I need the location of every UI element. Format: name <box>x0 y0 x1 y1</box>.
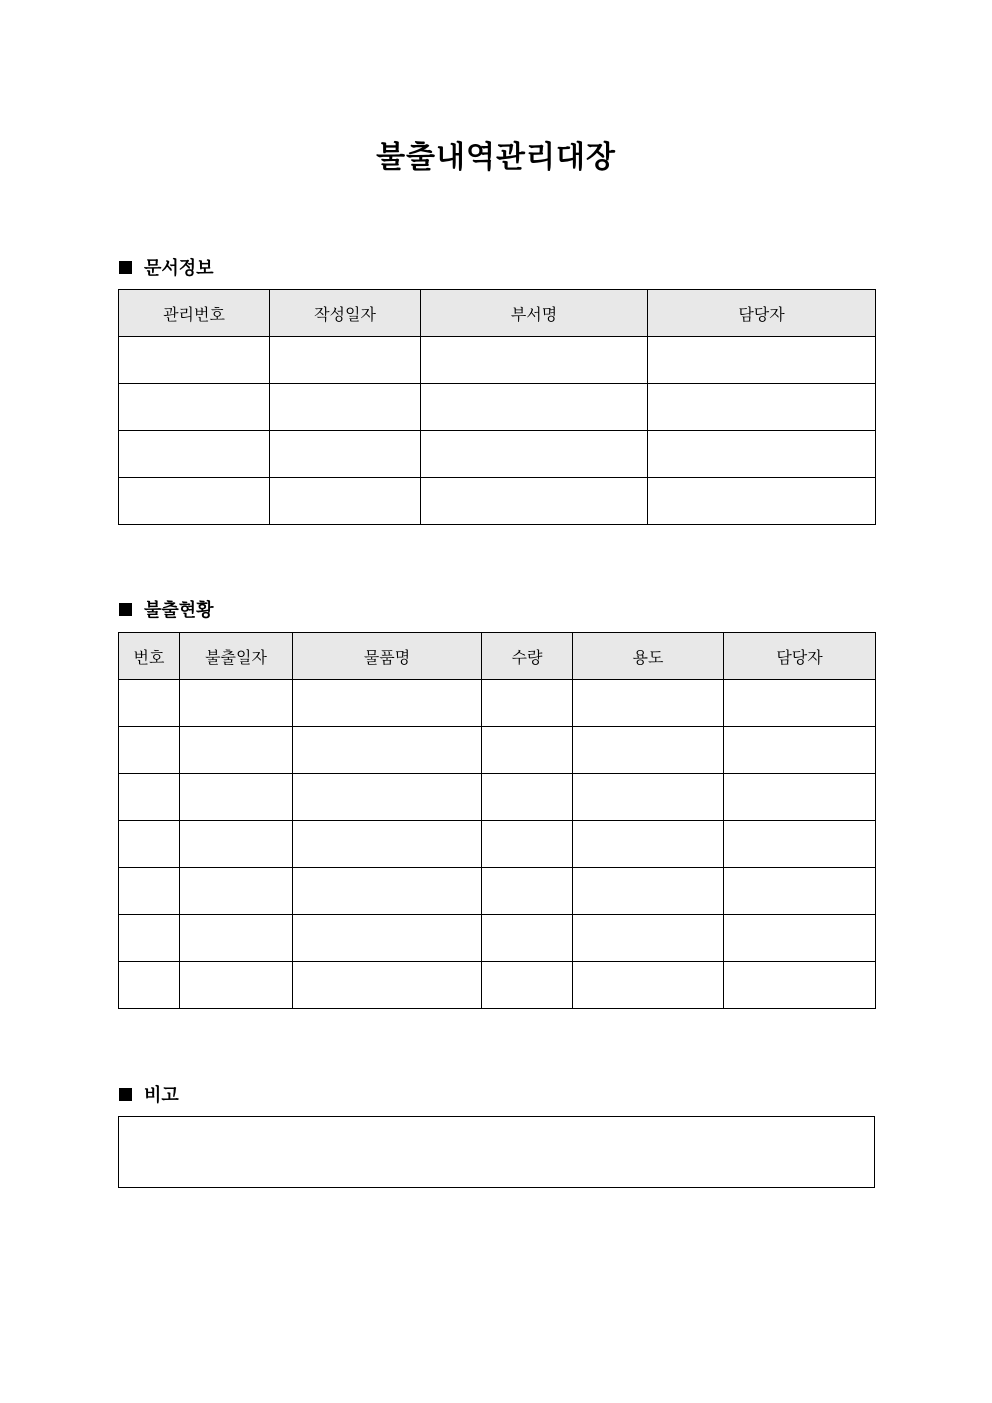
column-header-department: 부서명 <box>421 290 648 337</box>
document-info-table <box>118 289 876 525</box>
table-cell[interactable] <box>180 868 293 915</box>
table-cell[interactable] <box>293 962 482 1009</box>
table-cell[interactable] <box>648 337 876 384</box>
table-cell[interactable] <box>482 727 573 774</box>
column-header-person-in-charge: 담당자 <box>724 633 876 680</box>
table-cell[interactable] <box>119 680 180 727</box>
table-row <box>119 337 876 384</box>
table-cell[interactable] <box>724 727 876 774</box>
table-cell[interactable] <box>573 915 724 962</box>
table-cell[interactable] <box>573 680 724 727</box>
table-cell[interactable] <box>293 821 482 868</box>
table-cell[interactable] <box>293 680 482 727</box>
table-cell[interactable] <box>180 680 293 727</box>
section-heading-remarks <box>119 1081 179 1107</box>
black-square-icon <box>119 261 132 274</box>
table-cell[interactable] <box>482 680 573 727</box>
table-cell[interactable] <box>119 727 180 774</box>
table-cell[interactable] <box>573 868 724 915</box>
table-cell[interactable] <box>724 680 876 727</box>
table-cell[interactable] <box>421 384 648 431</box>
section-heading-label: 비고 <box>144 1085 179 1106</box>
column-header-number: 번호 <box>119 633 180 680</box>
column-header-date-written: 작성일자 <box>270 290 421 337</box>
table-cell[interactable] <box>119 962 180 1009</box>
table-cell[interactable] <box>180 727 293 774</box>
table-cell[interactable] <box>648 431 876 478</box>
table-cell[interactable] <box>270 337 421 384</box>
table-cell[interactable] <box>119 384 270 431</box>
table-cell[interactable] <box>180 962 293 1009</box>
black-square-icon <box>119 603 132 616</box>
table-cell[interactable] <box>573 821 724 868</box>
table-cell[interactable] <box>180 915 293 962</box>
table-cell[interactable] <box>293 727 482 774</box>
table-cell[interactable] <box>724 868 876 915</box>
table-cell[interactable] <box>724 915 876 962</box>
table-cell[interactable] <box>724 962 876 1009</box>
table-row <box>119 478 876 525</box>
table-row <box>119 821 876 868</box>
table-cell[interactable] <box>180 774 293 821</box>
table-cell[interactable] <box>270 384 421 431</box>
document-title: 불출내역관리대장 <box>376 140 616 175</box>
table-cell[interactable] <box>573 727 724 774</box>
table-cell[interactable] <box>421 337 648 384</box>
table-cell[interactable] <box>724 774 876 821</box>
table-header-row <box>119 633 876 680</box>
table-row <box>119 431 876 478</box>
table-cell[interactable] <box>293 868 482 915</box>
black-square-icon <box>119 1088 132 1101</box>
table-cell[interactable] <box>648 384 876 431</box>
table-header-row <box>119 290 876 337</box>
column-header-management-number: 관리번호 <box>119 290 270 337</box>
table-cell[interactable] <box>119 774 180 821</box>
column-header-item-name: 물품명 <box>293 633 482 680</box>
column-header-purpose: 용도 <box>573 633 724 680</box>
table-cell[interactable] <box>119 915 180 962</box>
column-header-quantity: 수량 <box>482 633 573 680</box>
table-cell[interactable] <box>482 868 573 915</box>
dispense-status-table <box>118 632 876 1009</box>
table-cell[interactable] <box>648 478 876 525</box>
table-cell[interactable] <box>724 821 876 868</box>
column-header-dispense-date: 불출일자 <box>180 633 293 680</box>
table-cell[interactable] <box>482 821 573 868</box>
table-row <box>119 727 876 774</box>
section-heading-dispense-status <box>119 596 214 622</box>
table-cell[interactable] <box>119 478 270 525</box>
remarks-box[interactable] <box>118 1116 875 1188</box>
table-cell[interactable] <box>119 431 270 478</box>
table-cell[interactable] <box>293 774 482 821</box>
table-cell[interactable] <box>119 868 180 915</box>
table-cell[interactable] <box>482 774 573 821</box>
section-heading-label: 불출현황 <box>144 600 214 621</box>
table-cell[interactable] <box>482 915 573 962</box>
table-cell[interactable] <box>270 478 421 525</box>
table-row <box>119 384 876 431</box>
table-cell[interactable] <box>573 774 724 821</box>
table-row <box>119 868 876 915</box>
table-cell[interactable] <box>119 337 270 384</box>
table-cell[interactable] <box>180 821 293 868</box>
table-row <box>119 915 876 962</box>
section-heading-label: 문서정보 <box>144 258 214 279</box>
table-cell[interactable] <box>482 962 573 1009</box>
table-row <box>119 774 876 821</box>
table-cell[interactable] <box>293 915 482 962</box>
table-cell[interactable] <box>270 431 421 478</box>
table-cell[interactable] <box>573 962 724 1009</box>
table-cell[interactable] <box>421 478 648 525</box>
table-row <box>119 962 876 1009</box>
table-row <box>119 680 876 727</box>
table-cell[interactable] <box>119 821 180 868</box>
column-header-person-in-charge: 담당자 <box>648 290 876 337</box>
table-cell[interactable] <box>421 431 648 478</box>
section-heading-document-info <box>119 254 214 280</box>
